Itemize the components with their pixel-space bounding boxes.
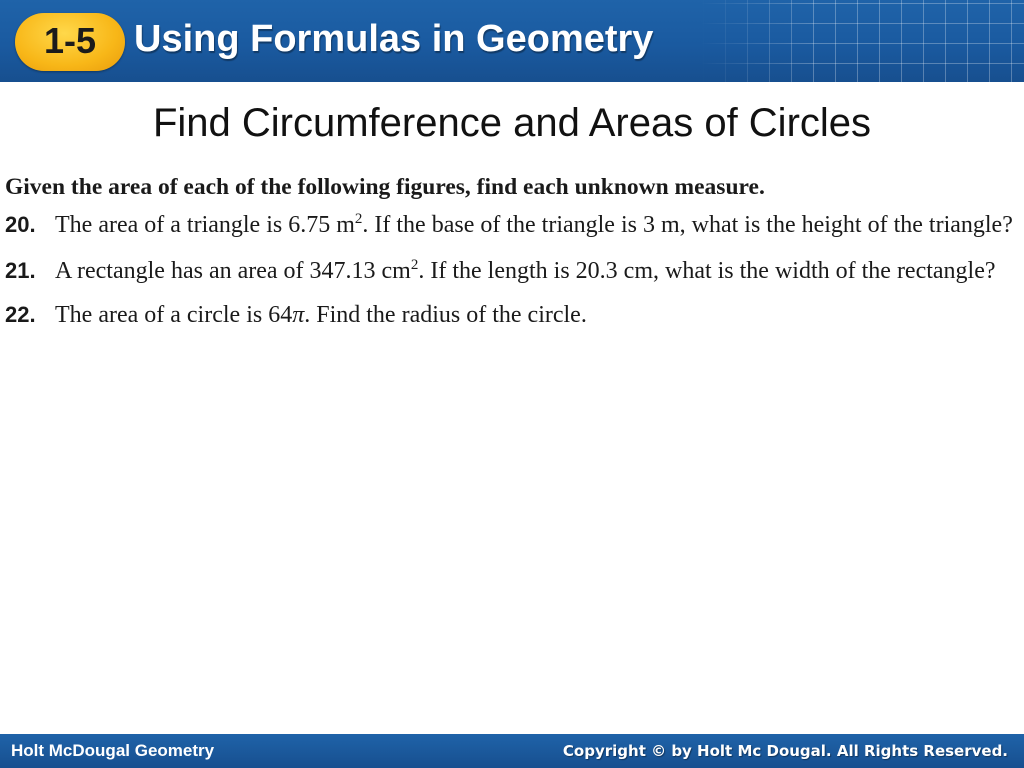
problem-text bbox=[55, 209, 1015, 241]
footer-book-title: Holt McDougal Geometry bbox=[11, 741, 215, 760]
problem-number: 20. bbox=[5, 212, 36, 237]
superscript: 2 bbox=[354, 211, 363, 227]
problem-number: 22. bbox=[5, 302, 36, 327]
problem-22 bbox=[5, 299, 1015, 331]
footer-band bbox=[0, 734, 1024, 768]
problem-text-part: A rectangle has an area of 347.13 cm bbox=[55, 258, 411, 284]
lesson-badge bbox=[15, 13, 125, 71]
problem-text-part: . If the length is 20.3 cm, what is the width of the rectangle? bbox=[418, 258, 996, 284]
problem-text-part: . If the base of the triangle is 3 m, what is the height of the triangle? bbox=[362, 212, 1013, 238]
header-grid-pattern bbox=[700, 0, 1024, 82]
problem-text-part: The area of a triangle is 6.75 m bbox=[55, 212, 355, 238]
problem-text bbox=[55, 299, 1015, 331]
header-band bbox=[0, 0, 1024, 82]
problem-content bbox=[5, 168, 1015, 331]
problem-text bbox=[55, 255, 1015, 287]
lesson-number: 1-5 bbox=[43, 20, 97, 61]
instructions: Given the area of each of the following figures, find each unknown measure. bbox=[5, 174, 765, 200]
footer-copyright: Copyright © by Holt Mc Dougal. All Rights Reserved. bbox=[562, 742, 1008, 760]
slide-heading: Find Circumference and Areas of Circles bbox=[152, 101, 872, 145]
pi-symbol: π bbox=[292, 302, 305, 328]
problem-text-part: The area of a circle is 64 bbox=[55, 302, 293, 328]
lesson-title: Using Formulas in Geometry bbox=[134, 18, 654, 60]
problem-number: 21. bbox=[5, 258, 36, 283]
problem-text-part: . Find the radius of the circle. bbox=[304, 302, 587, 328]
superscript: 2 bbox=[410, 257, 419, 273]
problem-21 bbox=[5, 255, 1015, 287]
problem-20 bbox=[5, 209, 1015, 241]
